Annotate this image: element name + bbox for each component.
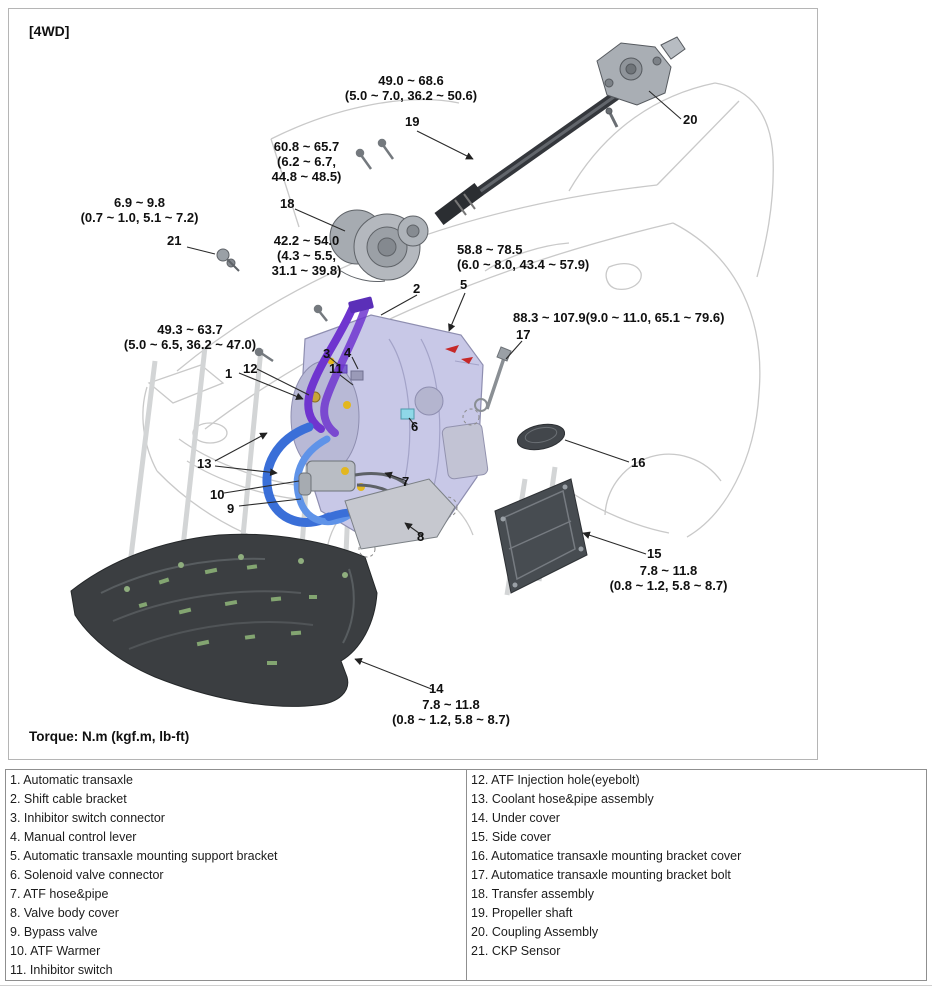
legend-column-left xyxy=(6,770,466,980)
torque-line: 31.1 ~ 39.8) xyxy=(271,263,342,278)
diagram-panel xyxy=(8,8,818,760)
part-number-11: 11 xyxy=(329,361,343,376)
torque-label-propeller-shaft xyxy=(291,73,531,103)
part-number-2: 2 xyxy=(413,281,421,296)
legend-item-16: 16. Automatice transaxle mounting bracket cover xyxy=(471,849,742,863)
part-number-1: 1 xyxy=(225,366,233,381)
torque-line: (0.8 ~ 1.2, 5.8 ~ 8.7) xyxy=(609,578,728,593)
legend-item-4: 4. Manual control lever xyxy=(10,830,137,844)
torque-line: 49.3 ~ 63.7 xyxy=(157,322,223,337)
legend-item-7: 7. ATF hose&pipe xyxy=(10,887,109,901)
part-number-21: 21 xyxy=(167,233,182,248)
torque-line: 7.8 ~ 11.8 xyxy=(639,563,698,578)
torque-label-support-bracket xyxy=(457,242,667,272)
legend-item-15: 15. Side cover xyxy=(471,830,551,844)
solenoid-connector-drawing xyxy=(401,409,414,419)
legend-item-17: 17. Automatice transaxle mounting bracket bolt xyxy=(471,868,731,882)
legend-table xyxy=(5,769,927,981)
part-number-15: 15 xyxy=(647,546,662,561)
legend-item-14: 14. Under cover xyxy=(471,811,560,825)
legend-item-20: 20. Coupling Assembly xyxy=(471,925,599,939)
legend-item-3: 3. Inhibitor switch connector xyxy=(10,811,165,825)
part-number-6: 6 xyxy=(411,419,419,434)
torque-line: (5.0 ~ 6.5, 36.2 ~ 47.0) xyxy=(123,337,257,352)
inhibitor-switch-drawing xyxy=(351,371,363,380)
torque-label-under-cover xyxy=(361,697,541,727)
atf-warmer-drawing xyxy=(299,461,355,495)
torque-line: 49.0 ~ 68.6 xyxy=(378,73,444,88)
legend-item-2: 2. Shift cable bracket xyxy=(10,792,127,806)
torque-line: 42.2 ~ 54.0 xyxy=(273,233,340,248)
legend-item-18: 18. Transfer assembly xyxy=(471,887,594,901)
torque-line: 6.9 ~ 9.8 xyxy=(114,195,165,210)
part-number-7: 7 xyxy=(402,474,410,489)
part-number-13: 13 xyxy=(197,456,212,471)
torque-label-transfer-lower xyxy=(249,233,364,278)
torque-label-transfer-upper xyxy=(249,139,364,184)
torque-label-left-mount xyxy=(95,322,285,352)
part-number-16: 16 xyxy=(631,455,646,470)
part-number-3: 3 xyxy=(323,346,331,361)
legend-item-8: 8. Valve body cover xyxy=(10,906,119,920)
torque-line: (0.8 ~ 1.2, 5.8 ~ 8.7) xyxy=(392,712,510,727)
part-number-19: 19 xyxy=(405,114,420,129)
page-bottom-rule xyxy=(0,985,932,986)
torque-units-note: Torque: N.m (kgf.m, lb-ft) xyxy=(29,729,190,744)
torque-line: 60.8 ~ 65.7 xyxy=(273,139,340,154)
part-number-4: 4 xyxy=(344,345,352,360)
legend-item-11: 11. Inhibitor switch xyxy=(10,963,113,977)
torque-label-ckp-sensor xyxy=(37,195,242,225)
legend-item-13: 13. Coolant hose&pipe assembly xyxy=(471,792,654,806)
torque-label-mounting-bolt xyxy=(513,310,724,325)
part-number-18: 18 xyxy=(280,196,295,211)
torque-line: 44.8 ~ 48.5) xyxy=(271,169,342,184)
part-number-17: 17 xyxy=(516,327,531,342)
legend-item-10: 10. ATF Warmer xyxy=(10,944,101,958)
torque-line: (6.0 ~ 8.0, 43.4 ~ 57.9) xyxy=(457,257,590,272)
torque-line: (6.2 ~ 6.7, xyxy=(277,154,336,169)
part-number-9: 9 xyxy=(227,501,235,516)
torque-label-side-cover xyxy=(581,563,756,593)
legend-item-6: 6. Solenoid valve connector xyxy=(10,868,164,882)
legend-item-5: 5. Automatic transaxle mounting support bracket xyxy=(10,849,278,863)
legend-item-12: 12. ATF Injection hole(eyebolt) xyxy=(471,773,640,787)
part-number-8: 8 xyxy=(417,529,425,544)
part-number-10: 10 xyxy=(210,487,225,502)
legend-item-21: 21. CKP Sensor xyxy=(471,944,561,958)
ckp-sensor-drawing xyxy=(217,249,239,271)
torque-line: (5.0 ~ 7.0, 36.2 ~ 50.6) xyxy=(344,88,478,103)
variant-label: [4WD] xyxy=(29,23,70,39)
torque-line: (0.7 ~ 1.0, 5.1 ~ 7.2) xyxy=(80,210,199,225)
part-number-14: 14 xyxy=(429,681,444,696)
part-number-12: 12 xyxy=(243,361,258,376)
torque-line: (4.3 ~ 5.5, xyxy=(277,248,336,263)
torque-line: 88.3 ~ 107.9(9.0 ~ 11.0, 65.1 ~ 79.6) xyxy=(513,310,725,325)
legend-item-19: 19. Propeller shaft xyxy=(471,906,573,920)
torque-line: 7.8 ~ 11.8 xyxy=(422,697,480,712)
under-cover-drawing xyxy=(71,534,377,706)
part-number-20: 20 xyxy=(683,112,698,127)
legend-item-1: 1. Automatic transaxle xyxy=(10,773,133,787)
side-cover-drawing xyxy=(495,479,587,593)
legend-item-9: 9. Bypass valve xyxy=(10,925,98,939)
bracket-cover-drawing xyxy=(515,420,567,453)
part-number-5: 5 xyxy=(460,277,468,292)
legend-column-right xyxy=(466,770,926,980)
torque-line: 58.8 ~ 78.5 xyxy=(457,242,523,257)
